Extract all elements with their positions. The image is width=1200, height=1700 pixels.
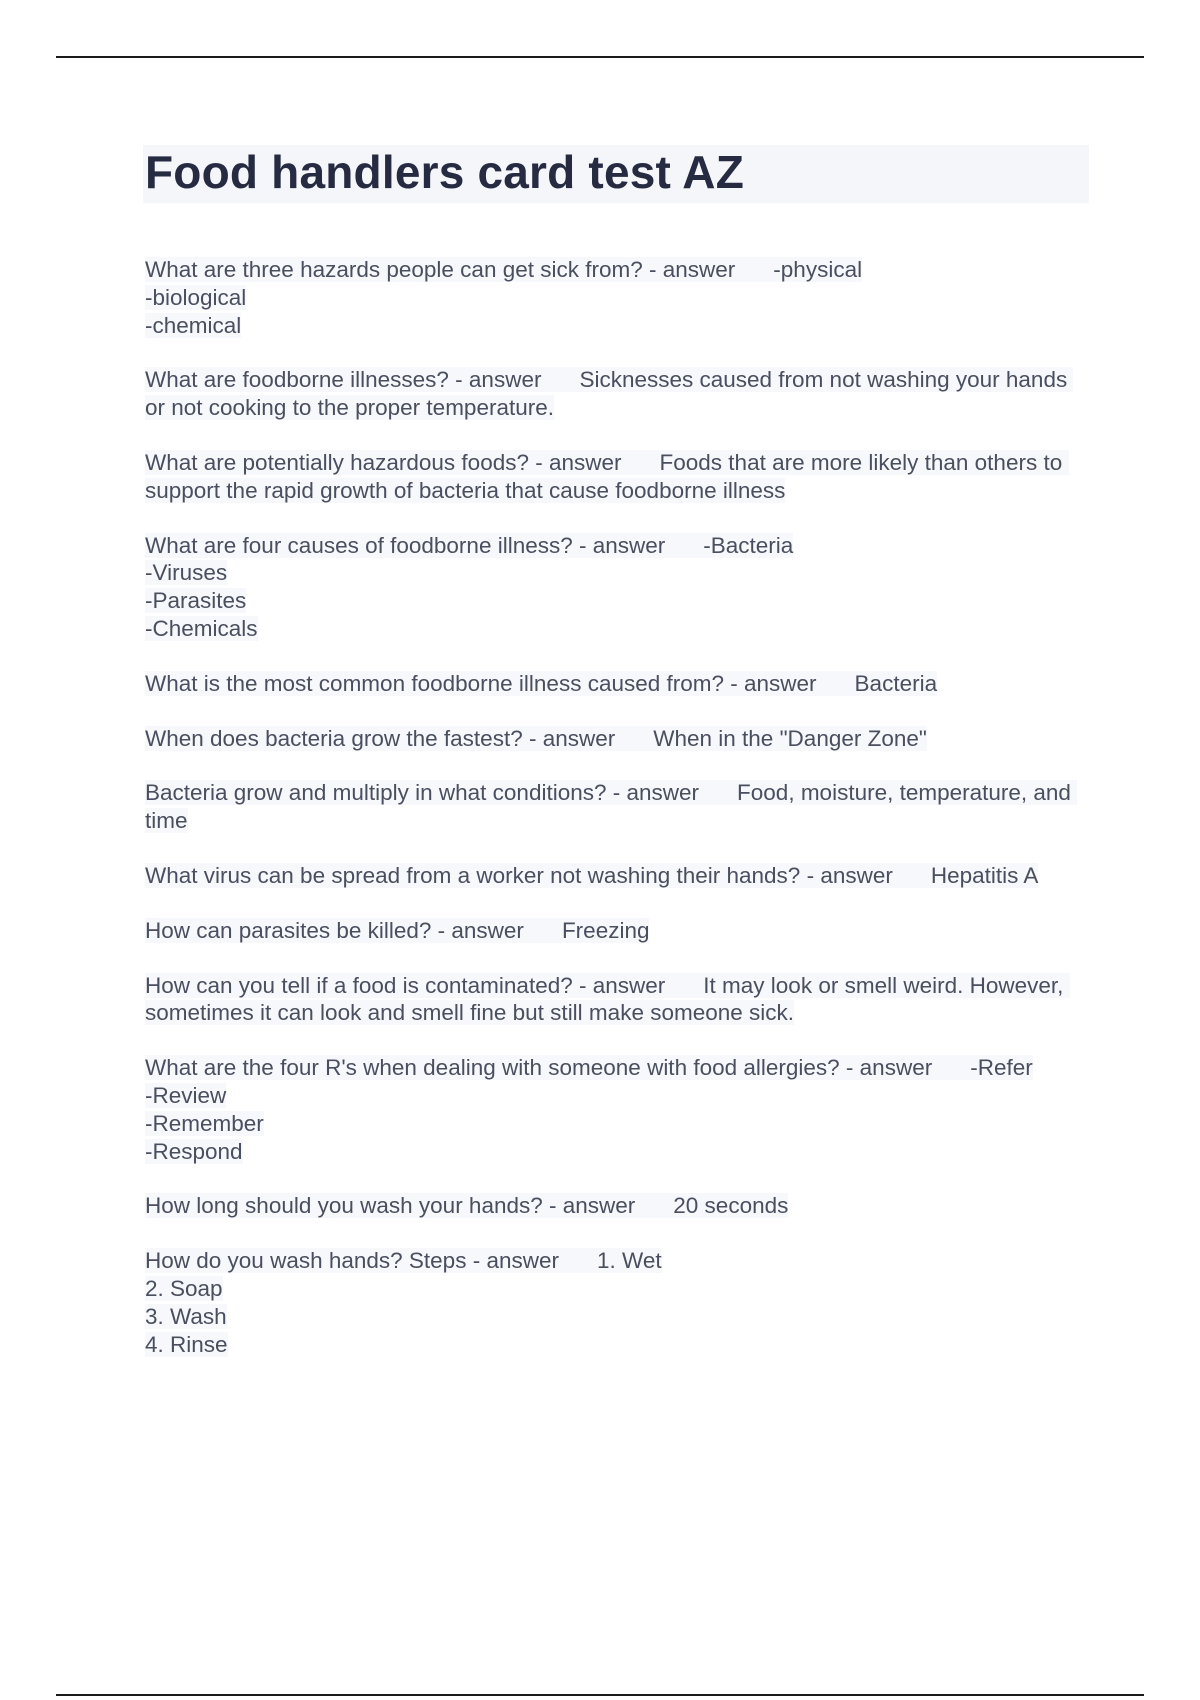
qa-question: What are foodborne illnesses? - answer <box>145 367 542 393</box>
qa-item <box>145 366 1085 422</box>
qa-answer: 20 seconds <box>673 1193 789 1219</box>
qa-question: What is the most common foodborne illness caused from? - answer <box>145 670 817 696</box>
qa-answer: Sicknesses caused from not washing your hands or not cooking to the proper temperature. <box>145 367 1074 421</box>
qa-question: What are the four R's when dealing with someone with food allergies? - answer <box>145 1055 933 1081</box>
qa-answer: Bacteria <box>854 670 938 696</box>
qa-answer: Food, moisture, temperature, and time <box>145 780 1078 834</box>
qa-item <box>145 917 1085 945</box>
qa-answer: It may look or smell weird. However, sometimes it can look and smell fine but still make someone sick. <box>145 972 1070 1026</box>
qa-item <box>145 1192 1085 1220</box>
qa-item <box>145 725 1085 753</box>
qa-item <box>145 779 1085 835</box>
qa-item <box>145 862 1085 890</box>
qa-question: What are potentially hazardous foods? - answer <box>145 449 622 475</box>
qa-answer: -Bacteria -Viruses -Parasites -Chemicals <box>145 532 794 641</box>
qa-question: How can parasites be killed? - answer <box>145 917 524 943</box>
qa-item <box>145 449 1085 505</box>
qa-answer: 1. Wet 2. Soap 3. Wash 4. Rinse <box>145 1248 662 1357</box>
qa-question: How can you tell if a food is contaminated? - answer <box>145 972 666 998</box>
qa-answer: Foods that are more likely than others to support the rapid growth of bacteria that cause foodborne illness <box>145 449 1069 503</box>
qa-answer: -physical -biological -chemical <box>145 257 863 338</box>
qa-question: Bacteria grow and multiply in what conditions? - answer <box>145 780 700 806</box>
qa-question: When does bacteria grow the fastest? - answer <box>145 725 616 751</box>
qa-item <box>145 670 1085 698</box>
qa-list <box>145 256 1085 1385</box>
top-rule <box>56 56 1144 58</box>
qa-question: What virus can be spread from a worker not washing their hands? - answer <box>145 862 893 888</box>
qa-question: What are four causes of foodborne illness? - answer <box>145 532 666 558</box>
qa-item <box>145 532 1085 643</box>
qa-answer: Freezing <box>561 917 650 943</box>
qa-question: What are three hazards people can get sick from? - answer <box>145 257 736 282</box>
qa-question: How long should you wash your hands? - answer <box>145 1193 636 1219</box>
qa-answer: Hepatitis A <box>930 862 1039 888</box>
qa-answer: When in the "Danger Zone" <box>653 725 927 751</box>
document-title: Food handlers card test AZ <box>145 146 745 198</box>
qa-item <box>145 1247 1085 1358</box>
bottom-rule <box>56 1694 1144 1696</box>
qa-answer: -Refer -Review -Remember -Respond <box>145 1055 1033 1164</box>
qa-question: How do you wash hands? Steps - answer <box>145 1248 559 1274</box>
qa-item <box>145 972 1085 1028</box>
qa-item <box>145 1054 1085 1165</box>
qa-item <box>145 256 1085 339</box>
